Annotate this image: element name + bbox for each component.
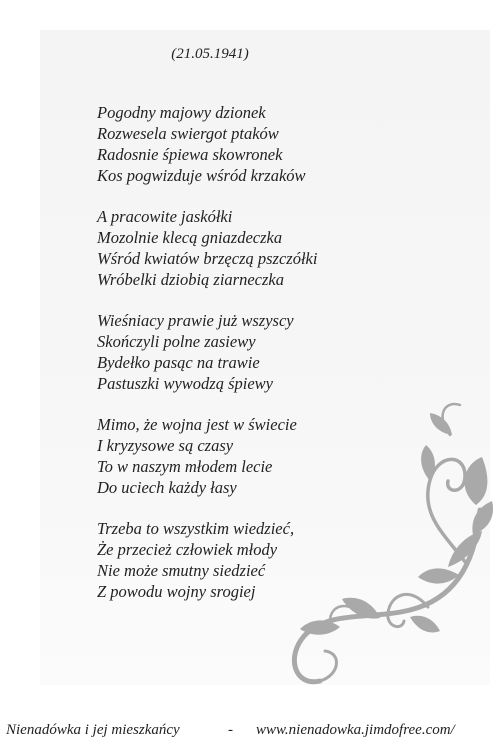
stanza-2 [97,207,317,291]
poem-line: Pastuszki wywodzą śpiewy [97,373,273,393]
poem-line: Radosnie śpiewa skowronek [97,144,283,164]
poem-line: Mozolnie klecą gniazdeczka [97,227,283,247]
poem-line: Do uciech każdy łasy [97,477,237,497]
poem-line: A pracowite jaskółki [97,207,233,227]
poem-line: Że przecież człowiek młody [97,539,278,559]
poem-line: Mimo, że wojna jest w świecie [97,415,297,435]
poem-line: Wśród kwiatów brzęczą pszczółki [97,248,318,268]
footer-site-title: Nienadówka i jej mieszkańcy [6,722,180,738]
poem-date: (21.05.1941) [171,46,249,62]
poem-line: Wróbelki dziobią ziarneczka [97,269,284,289]
footer-separator: - [228,722,233,738]
poem-line: I kryzysowe są czasy [97,435,234,455]
stanza-1 [97,103,317,187]
poem-line: Pogodny majowy dzionek [97,103,266,122]
poem-line: Bydełko pasąc na trawie [97,352,260,372]
footer-url-link[interactable]: www.nienadowka.jimdofree.com/ [256,722,455,738]
poem-line: Wieśniacy prawie już wszyscy [97,311,294,331]
poem-line: Kos pogwizduje wśród krzaków [97,165,306,185]
poem-line: Trzeba to wszystkim wiedzieć, [97,519,295,539]
floral-vine-ornament-icon [270,395,495,695]
stanza-3 [97,311,317,395]
poem-line: Skończyli polne zasiewy [97,331,256,351]
poem-line: Rozwesela swiergot ptaków [97,123,279,143]
poem-line: Z powodu wojny srogiej [97,581,256,601]
page-footer [0,722,500,744]
poem-line: To w naszym młodem lecie [97,456,273,476]
poem-line: Nie może smutny siedzieć [97,560,266,580]
